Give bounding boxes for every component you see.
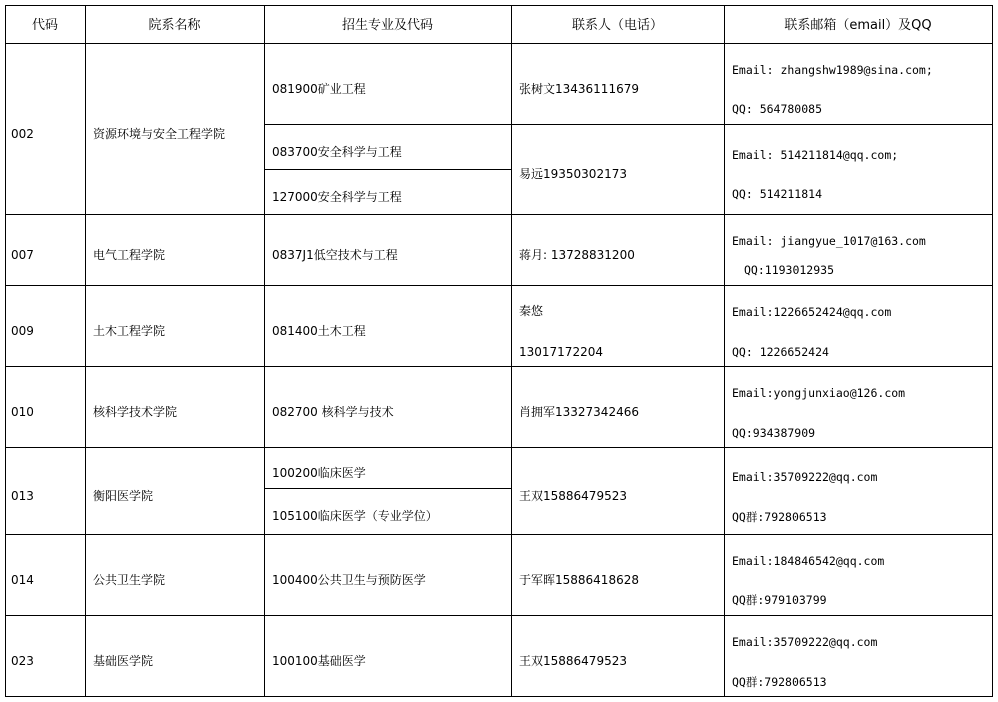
row-divider: [5, 366, 993, 367]
major-cell: 082700 核科学与技术: [272, 405, 394, 419]
header-code: 代码: [31, 18, 58, 33]
major-cell: 081400土木工程: [272, 324, 366, 338]
contact-cell: 易远19350302173: [519, 167, 627, 181]
department-cell: 基础医学院: [93, 654, 154, 668]
contact-cell: 张树文13436111679: [519, 82, 639, 96]
major-cell: 083700安全科学与工程: [272, 145, 402, 159]
header-majors: 招生专业及代码: [341, 18, 433, 33]
row-divider: [5, 285, 993, 286]
row-divider: [5, 214, 993, 215]
contact-cell: 王双15886479523: [519, 654, 627, 668]
table-border-right: [992, 5, 993, 697]
major-cell: 081900矿业工程: [272, 82, 366, 96]
code-cell: 007: [11, 248, 34, 262]
sub-divider: [264, 488, 512, 489]
contact-cell: 蒋月: 13728831200: [519, 248, 635, 262]
major-cell: 100100基础医学: [272, 654, 366, 668]
email-cell: Email: zhangshw1989@sina.com;: [732, 63, 933, 77]
header-divider: [5, 43, 993, 44]
code-cell: 014: [11, 573, 34, 587]
table-border-bottom: [5, 696, 993, 697]
header-department: 院系名称: [148, 18, 201, 33]
department-cell: 电气工程学院: [93, 248, 166, 262]
qq-cell: QQ: 1226652424: [732, 345, 829, 359]
department-cell: 土木工程学院: [93, 324, 166, 338]
row-divider: [5, 615, 993, 616]
column-divider: [724, 5, 725, 697]
contact-cell: 于军晖15886418628: [519, 573, 639, 587]
email-cell: Email: 514211814@qq.com;: [732, 148, 899, 162]
qq-cell: QQ群:979103799: [732, 593, 827, 607]
email-cell: Email:yongjunxiao@126.com: [732, 386, 906, 400]
column-divider: [264, 5, 265, 697]
header-email-qq: 联系邮箱（email）及QQ: [784, 18, 932, 33]
code-cell: 002: [11, 127, 34, 141]
department-cell: 衡阳医学院: [93, 489, 154, 503]
contact-cell: 肖拥军13327342466: [519, 405, 639, 419]
header-contact: 联系人（电话）: [571, 18, 663, 33]
qq-cell: QQ:934387909: [732, 426, 816, 440]
department-cell: 资源环境与安全工程学院: [93, 127, 226, 141]
row-divider: [5, 534, 993, 535]
contact-cell: 13017172204: [519, 345, 603, 359]
contact-cell: 王双15886479523: [519, 489, 627, 503]
email-cell: Email:1226652424@qq.com: [732, 305, 892, 319]
qq-cell: QQ:1193012935: [744, 263, 835, 277]
email-cell: Email:184846542@qq.com: [732, 554, 885, 568]
qq-cell: QQ群:792806513: [732, 510, 827, 524]
email-cell: Email: jiangyue_1017@163.com: [732, 234, 926, 248]
qq-cell: QQ: 514211814: [732, 187, 823, 201]
contact-cell: 秦悠: [519, 304, 544, 318]
code-cell: 010: [11, 405, 34, 419]
code-cell: 009: [11, 324, 34, 338]
code-cell: 013: [11, 489, 34, 503]
department-cell: 公共卫生学院: [93, 573, 166, 587]
qq-cell: QQ: 564780085: [732, 102, 823, 116]
qq-cell: QQ群:792806513: [732, 675, 827, 689]
major-cell: 100200临床医学: [272, 466, 366, 480]
major-cell: 105100临床医学（专业学位）: [272, 509, 438, 523]
email-cell: Email:35709222@qq.com: [732, 635, 878, 649]
sub-divider: [264, 124, 993, 125]
column-divider: [511, 5, 512, 697]
table-border-left: [5, 5, 6, 697]
department-cell: 核科学技术学院: [93, 405, 178, 419]
email-cell: Email:35709222@qq.com: [732, 470, 878, 484]
column-divider: [85, 5, 86, 697]
row-divider: [5, 447, 993, 448]
major-cell: 100400公共卫生与预防医学: [272, 573, 426, 587]
major-cell: 0837J1低空技术与工程: [272, 248, 398, 262]
code-cell: 023: [11, 654, 34, 668]
sub-divider: [264, 169, 512, 170]
major-cell: 127000安全科学与工程: [272, 190, 402, 204]
table-border-top: [5, 5, 993, 6]
